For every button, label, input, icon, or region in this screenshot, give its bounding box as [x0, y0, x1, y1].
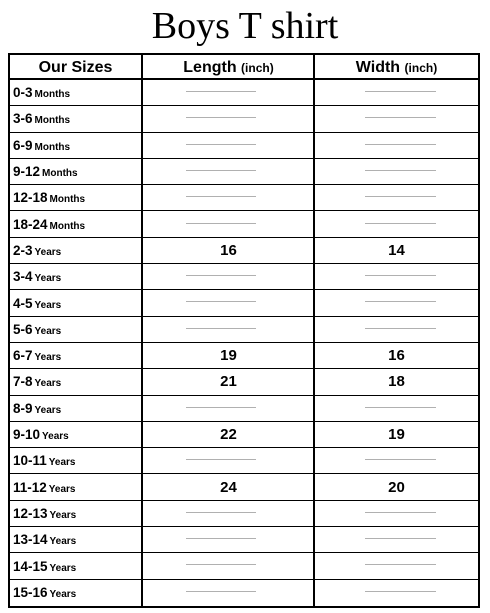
table-row	[10, 80, 478, 106]
size-unit: Months	[34, 115, 71, 127]
size-range: 15-16	[13, 585, 48, 601]
size-unit: Months	[49, 220, 86, 232]
length-value: 19	[220, 347, 237, 365]
size-cell	[13, 343, 61, 368]
size-range: 13-14	[13, 532, 48, 548]
length-blank-line	[186, 512, 256, 513]
size-range: 6-9	[13, 137, 33, 153]
table-row	[10, 422, 478, 448]
width-value: 18	[388, 373, 405, 391]
size-unit: Months	[34, 141, 71, 153]
length-value: 16	[220, 241, 237, 259]
size-chart-table	[8, 53, 480, 608]
size-range: 9-10	[13, 427, 41, 443]
size-unit: Years	[34, 246, 62, 258]
size-cell	[13, 475, 76, 500]
size-unit: Years	[49, 589, 77, 601]
size-unit: Years	[48, 457, 76, 469]
width-value: 19	[388, 426, 405, 444]
table-row	[10, 264, 478, 290]
table-row	[10, 133, 478, 159]
width-blank-line	[365, 538, 436, 539]
table-row	[10, 290, 478, 316]
table-row	[10, 106, 478, 132]
size-cell	[13, 501, 76, 526]
table-row	[10, 448, 478, 474]
size-range: 4-5	[13, 295, 33, 311]
width-blank-line	[365, 170, 436, 171]
size-range: 3-4	[13, 269, 33, 285]
table-row	[10, 527, 478, 553]
table-row	[10, 185, 478, 211]
size-cell	[13, 448, 76, 473]
size-cell	[13, 396, 61, 421]
length-blank-line	[186, 459, 256, 460]
size-range: 7-8	[13, 374, 33, 390]
size-cell	[13, 264, 61, 289]
size-unit: Years	[48, 483, 76, 495]
size-unit: Years	[34, 378, 62, 390]
table-row	[10, 580, 478, 606]
length-blank-line	[186, 223, 256, 224]
size-unit: Years	[49, 562, 77, 574]
width-blank-line	[365, 117, 436, 118]
size-range: 0-3	[13, 85, 33, 101]
length-value: 24	[220, 478, 237, 496]
size-range: 12-13	[13, 505, 48, 521]
length-blank-line	[186, 196, 256, 197]
table-row	[10, 212, 478, 238]
size-cell	[13, 422, 69, 447]
size-unit: Months	[42, 168, 78, 180]
size-unit: Years	[49, 536, 77, 548]
width-blank-line	[365, 275, 436, 276]
width-blank-line	[365, 223, 436, 224]
width-blank-line	[365, 301, 436, 302]
length-blank-line	[186, 564, 256, 565]
length-blank-line	[186, 91, 256, 92]
width-blank-line	[365, 591, 436, 592]
header-length-label: Length	[183, 59, 237, 76]
size-range: 18-24	[13, 216, 48, 232]
width-blank-line	[365, 91, 436, 92]
header-length-unit: (inch)	[241, 61, 274, 75]
table-row	[10, 501, 478, 527]
size-cell	[13, 580, 76, 606]
table-header	[10, 55, 478, 80]
table-row	[10, 553, 478, 579]
size-cell	[13, 553, 76, 578]
header-width-unit: (inch)	[404, 61, 438, 75]
width-blank-line	[365, 407, 436, 408]
length-blank-line	[186, 407, 256, 408]
size-cell	[13, 369, 61, 394]
size-unit: Years	[49, 509, 77, 521]
size-unit: Years	[42, 431, 69, 443]
length-blank-line	[186, 591, 256, 592]
length-value: 22	[220, 426, 237, 444]
width-value: 14	[388, 241, 405, 259]
size-cell	[13, 238, 61, 263]
length-blank-line	[186, 301, 256, 302]
size-cell	[13, 159, 78, 184]
width-blank-line	[365, 512, 436, 513]
size-range: 8-9	[13, 400, 33, 416]
table-row	[10, 475, 478, 501]
table-row	[10, 317, 478, 343]
size-cell	[13, 317, 61, 342]
length-blank-line	[186, 538, 256, 539]
length-blank-line	[186, 275, 256, 276]
width-blank-line	[365, 564, 436, 565]
size-unit: Months	[34, 89, 71, 101]
width-value: 16	[388, 347, 405, 365]
table-row	[10, 369, 478, 395]
size-cell	[13, 212, 85, 237]
size-cell	[13, 80, 70, 105]
size-unit: Years	[34, 325, 62, 337]
header-size	[10, 55, 141, 78]
table-row	[10, 343, 478, 369]
size-range: 9-12	[13, 164, 41, 180]
size-range: 11-12	[13, 479, 47, 495]
table-row	[10, 396, 478, 422]
size-range: 14-15	[13, 558, 48, 574]
length-blank-line	[186, 144, 256, 145]
size-range: 2-3	[13, 242, 33, 258]
length-blank-line	[186, 170, 256, 171]
size-cell	[13, 106, 70, 131]
size-range: 12-18	[13, 190, 48, 206]
width-blank-line	[365, 459, 436, 460]
table-row	[10, 238, 478, 264]
header-width-label: Width	[355, 59, 401, 76]
length-value: 21	[220, 373, 237, 391]
size-unit: Months	[49, 194, 86, 206]
size-range: 10-11	[13, 453, 47, 469]
header-size-label: Our Sizes	[38, 59, 113, 76]
size-cell	[13, 133, 70, 158]
table-row	[10, 159, 478, 185]
length-blank-line	[186, 117, 256, 118]
size-range: 6-7	[13, 348, 33, 364]
size-unit: Years	[34, 404, 62, 416]
size-range: 5-6	[13, 321, 33, 337]
size-unit: Years	[34, 352, 62, 364]
header-length	[143, 55, 314, 78]
width-blank-line	[365, 328, 436, 329]
page-title: Boys T shirt	[151, 5, 339, 47]
size-cell	[13, 185, 85, 210]
length-blank-line	[186, 328, 256, 329]
header-width	[315, 55, 478, 78]
width-blank-line	[365, 196, 436, 197]
size-cell	[13, 290, 61, 315]
size-cell	[13, 527, 76, 552]
width-blank-line	[365, 144, 436, 145]
size-range: 3-6	[13, 111, 33, 127]
size-unit: Years	[34, 299, 62, 311]
width-value: 20	[388, 478, 405, 496]
size-unit: Years	[34, 273, 62, 285]
